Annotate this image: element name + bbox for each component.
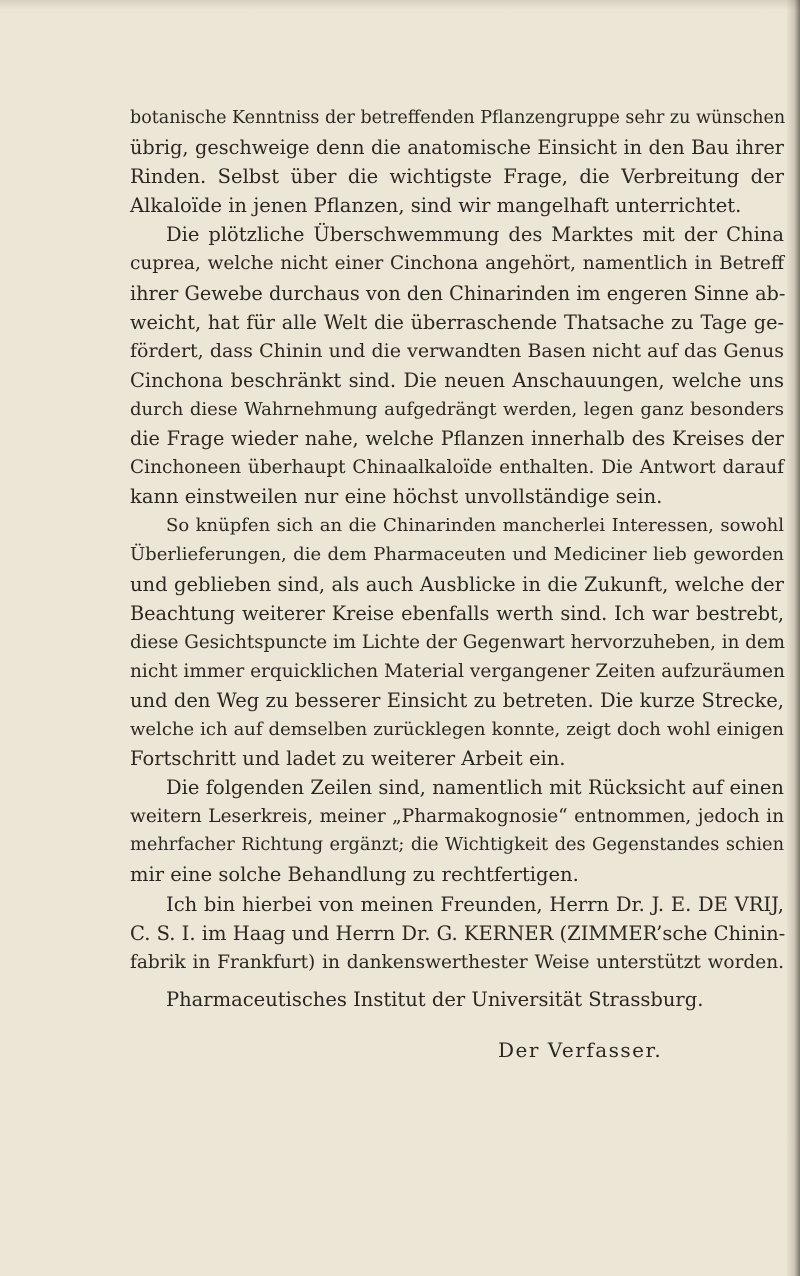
text-line: die Frage wieder nahe, welche Pflanzen innerhalb des Kreises der <box>130 427 784 451</box>
text-line: mehrfacher Richtung ergänzt; die Wichtigkeit des Gegenstandes schien <box>130 835 784 856</box>
text-line: nicht immer erquicklichen Material vergangener Zeiten aufzuräumen <box>130 660 785 682</box>
text-line: fabrik in Frankfurt) in dankenswerthester Weise unterstützt worden. <box>130 951 784 973</box>
paragraph-start: Die plötzliche Überschwemmung des Marktes mit der China <box>166 223 784 247</box>
page-top-shadow <box>0 0 800 10</box>
text-line: Alkaloïde in jenen Pflanzen, sind wir mangelhaft unterrichtet. <box>130 194 742 218</box>
text-line: und geblieben sind, als auch Ausblicke in die Zukunft, welche der <box>130 572 784 596</box>
text-line: Beachtung weiterer Kreise ebenfalls werth sind. Ich war bestrebt, <box>130 601 784 625</box>
text-line: Cinchoneen überhaupt Chinaalkaloïde enthalten. Die Antwort darauf <box>130 457 784 479</box>
body-text <box>130 104 784 1014</box>
text-line: mir eine solche Behandlung zu rechtfertigen. <box>130 863 579 887</box>
text-line: und den Weg zu besserer Einsicht zu betreten. Die kurze Strecke, <box>130 688 784 712</box>
text-line: weicht, hat für alle Welt die überraschende Thatsache zu Tage ge- <box>130 310 784 334</box>
text-line: Fortschritt und ladet zu weiterer Arbeit ein. <box>130 747 566 771</box>
text-line: diese Gesichtspuncte im Lichte der Gegenwart hervorzuheben, in dem <box>130 631 785 653</box>
text-line: übrig, geschweige denn die anatomische Einsicht in den Bau ihrer <box>130 136 784 160</box>
text-line: weitern Leserkreis, meiner „Pharmakognosie“ entnommen, jedoch in <box>130 806 784 828</box>
paragraph-start: Die folgenden Zeilen sind, namentlich mit Rücksicht auf einen <box>166 776 784 800</box>
page-binding-shadow <box>786 0 800 1276</box>
text-line: botanische Kenntniss der betreffenden Pflanzengruppe sehr zu wünschen <box>130 108 786 128</box>
text-line: Rinden. Selbst über die wichtigste Frage, die Verbreitung der <box>130 165 784 189</box>
text-line: ihrer Gewebe durchaus von den Chinarinden im engeren Sinne ab- <box>130 281 786 305</box>
paragraph-start: So knüpfen sich an die Chinarinden mancherlei Interessen, sowohl <box>166 515 784 537</box>
institute-line: Pharmaceutisches Institut der Universität Strassburg. <box>166 987 704 1011</box>
text-line: kann einstweilen nur eine höchst unvollständige sein. <box>130 485 663 509</box>
text-line: fördert, dass Chinin und die verwandten Basen nicht auf das Genus <box>130 339 784 362</box>
text-line: C. S. I. im Haag und Herrn Dr. G. KERNER (ZIMMER’sche Chinin- <box>130 921 786 945</box>
paragraph-gap <box>130 977 784 985</box>
text-line: Überlieferungen, die dem Pharmaceuten und Mediciner lieb geworden <box>130 544 784 566</box>
signature: Der Verfasser. <box>498 1038 663 1062</box>
text-line: durch diese Wahrnehmung aufgedrängt werden, legen ganz besonders <box>130 398 784 420</box>
text-line: Cinchona beschränkt sind. Die neuen Anschauungen, welche uns <box>130 368 784 392</box>
text-line: welche ich auf demselben zurücklegen konnte, zeigt doch wohl einigen <box>130 718 784 740</box>
paragraph-start: Ich bin hierbei von meinen Freunden, Herrn Dr. J. E. DE VRIJ, <box>166 892 784 916</box>
text-line: cuprea, welche nicht einer Cinchona angehört, namentlich in Betreff <box>130 253 784 275</box>
